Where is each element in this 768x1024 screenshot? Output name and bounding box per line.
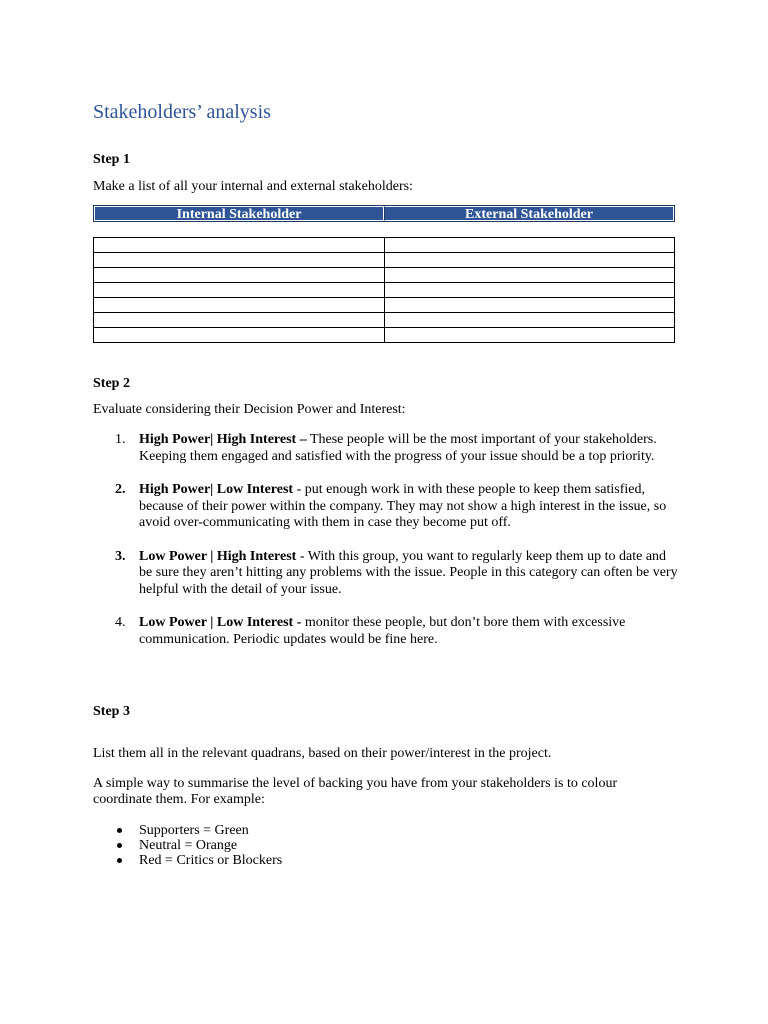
list-item-title: High Power| Low Interest	[139, 482, 294, 497]
page-title: Stakeholders’ analysis	[93, 101, 271, 123]
step3-heading: Step 3	[93, 704, 130, 719]
bullet-item	[93, 823, 282, 838]
bullet-icon	[117, 858, 122, 863]
table-row	[94, 238, 675, 253]
step1-intro: Make a list of all your internal and external stakeholders:	[93, 179, 413, 194]
list-item-title: High Power| High Interest –	[139, 432, 307, 447]
bullet-text: Red = Critics or Blockers	[139, 853, 283, 868]
list-item	[93, 615, 678, 648]
power-interest-list	[93, 432, 678, 665]
external-stakeholder-cell[interactable]	[384, 238, 675, 253]
external-stakeholder-cell[interactable]	[384, 253, 675, 268]
external-stakeholder-cell[interactable]	[384, 298, 675, 313]
internal-stakeholder-cell[interactable]	[94, 268, 385, 283]
external-stakeholder-cell[interactable]	[384, 328, 675, 343]
step2-intro: Evaluate considering their Decision Power and Interest:	[93, 402, 406, 417]
internal-stakeholder-cell[interactable]	[94, 238, 385, 253]
list-number: 2.	[115, 482, 126, 497]
bullet-text: Neutral = Orange	[139, 838, 238, 853]
list-number: 1.	[115, 432, 126, 447]
list-item	[93, 432, 678, 465]
table-row	[94, 328, 675, 343]
step2-heading: Step 2	[93, 376, 130, 391]
color-legend-list	[93, 823, 282, 868]
step3-para1: List them all in the relevant quadrans, based on their power/interest in the project.	[93, 746, 552, 761]
internal-stakeholder-cell[interactable]	[94, 253, 385, 268]
step1-heading: Step 1	[93, 152, 130, 167]
list-item	[93, 482, 678, 532]
internal-stakeholder-cell[interactable]	[94, 328, 385, 343]
bullet-text: Supporters = Green	[139, 823, 249, 838]
table-row	[94, 253, 675, 268]
bullet-icon	[117, 843, 122, 848]
list-item-title: Low Power | Low Interest -	[139, 615, 302, 630]
bullet-icon	[117, 828, 122, 833]
list-number: 3.	[115, 548, 126, 564]
internal-stakeholder-cell[interactable]	[94, 313, 385, 328]
external-stakeholder-cell[interactable]	[384, 268, 675, 283]
stakeholder-table	[93, 237, 675, 343]
external-stakeholder-header: External Stakeholder	[384, 206, 674, 221]
step3-para2: A simple way to summarise the level of backing you have from your stakeholders is to colour coordinate them. For example:	[93, 776, 618, 807]
bullet-item	[93, 853, 282, 868]
internal-stakeholder-cell[interactable]	[94, 283, 385, 298]
bullet-item	[93, 838, 282, 853]
stakeholder-table-header	[93, 205, 675, 222]
list-item-text: - With this group, you want to regularly keep them up to date and be sure they aren’t hitting any problems with the issue. People in this category can often be very helpful with the detail of your issue.	[139, 548, 678, 597]
list-item-text: - put enough work in with these people to keep them satisfied, because of their power within the company. They may not show a high interest in the issue, so avoid over-communicating with them in case they become put off.	[139, 482, 667, 530]
internal-stakeholder-header: Internal Stakeholder	[94, 206, 384, 221]
table-row	[94, 283, 675, 298]
table-row	[94, 298, 675, 313]
internal-stakeholder-cell[interactable]	[94, 298, 385, 313]
list-number: 4.	[115, 615, 126, 630]
external-stakeholder-cell[interactable]	[384, 313, 675, 328]
external-stakeholder-cell[interactable]	[384, 283, 675, 298]
list-item-title: Low Power | High Interest	[139, 548, 297, 564]
list-item-text: These people will be the most important of your stakeholders. Keeping them engaged and satisfied with the progress of your issue should be a top priority.	[139, 432, 657, 464]
table-row	[94, 268, 675, 283]
list-item	[93, 549, 678, 599]
list-item-text: monitor these people, but don’t bore them with excessive communication. Periodic updates would be fine here.	[139, 615, 626, 647]
table-row	[94, 313, 675, 328]
